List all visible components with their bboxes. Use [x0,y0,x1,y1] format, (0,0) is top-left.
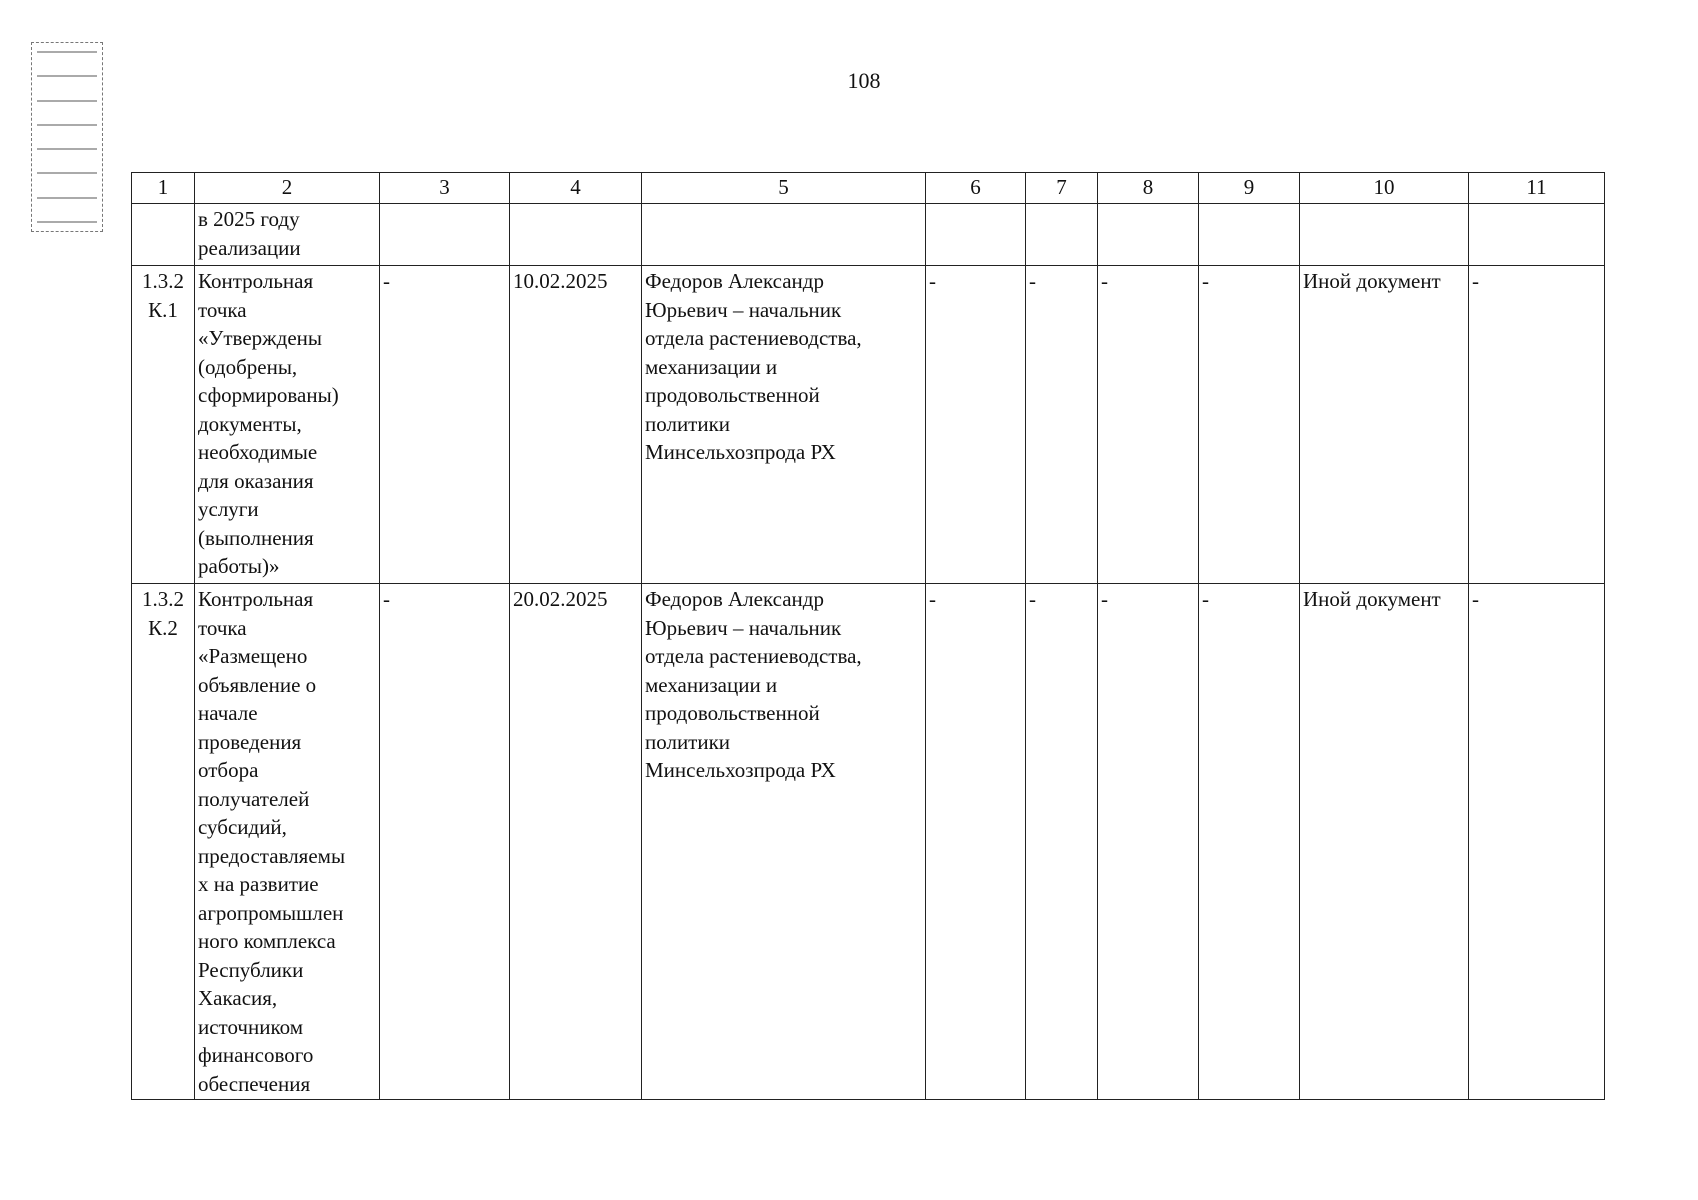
table-cell [642,204,926,266]
table-cell: - [1469,584,1605,1100]
page-number: 108 [847,68,881,93]
table-cell: 10.02.2025 [510,266,642,584]
table-header-row [132,173,1605,204]
table-cell [1026,204,1098,266]
table-cell [1199,204,1300,266]
table-cell: - [380,584,510,1100]
table-cell: Иной документ [1300,584,1469,1100]
header-cell: 4 [510,173,642,204]
table-cell: - [1469,266,1605,584]
header-cell: 9 [1199,173,1300,204]
header-cell: 3 [380,173,510,204]
table-cell [132,204,195,266]
table-row [132,266,1605,584]
header-cell: 7 [1026,173,1098,204]
header-cell: 2 [195,173,380,204]
table-cell [1469,204,1605,266]
table-cell: - [1199,584,1300,1100]
table-cell: - [1026,266,1098,584]
header-cell: 11 [1469,173,1605,204]
table-cell: Федоров Александр Юрьевич – начальник отдела растениеводства, механизации и продовольственной политики Минсельхозпрода РХ [642,266,926,584]
table-cell: - [380,266,510,584]
table-cell: - [926,266,1026,584]
header-cell: 1 [132,173,195,204]
table-cell: - [926,584,1026,1100]
table-cell: 1.3.2 К.2 [132,584,195,1100]
header-cell: 10 [1300,173,1469,204]
table-cell: Иной документ [1300,266,1469,584]
table-cell: в 2025 году реализации [195,204,380,266]
control-points-table [131,172,1605,1100]
table-row [132,584,1605,1100]
table-cell [1300,204,1469,266]
table-cell [1098,204,1199,266]
header-cell: 6 [926,173,1026,204]
table-cell: 20.02.2025 [510,584,642,1100]
header-cell: 5 [642,173,926,204]
table-cell: - [1199,266,1300,584]
table-cell: Контрольная точка «Утверждены (одобрены, сформированы) документы, необходимые для оказания услуги (выполнения работы)» [195,266,380,584]
header-cell: 8 [1098,173,1199,204]
table-cell: Контрольная точка «Размещено объявление о начале проведения отбора получателей субсидий, предоставляемы х на развитие агропромышлен ного комплекса Республики Хакасия, источником финансового обеспечения [195,584,380,1100]
table-cell: - [1098,266,1199,584]
table-cell [510,204,642,266]
table-cell: - [1098,584,1199,1100]
table-cell: Федоров Александр Юрьевич – начальник отдела растениеводства, механизации и продовольственной политики Минсельхозпрода РХ [642,584,926,1100]
table-cell [926,204,1026,266]
table-row [132,204,1605,266]
table-cell: 1.3.2 К.1 [132,266,195,584]
table-cell [380,204,510,266]
table-cell: - [1026,584,1098,1100]
